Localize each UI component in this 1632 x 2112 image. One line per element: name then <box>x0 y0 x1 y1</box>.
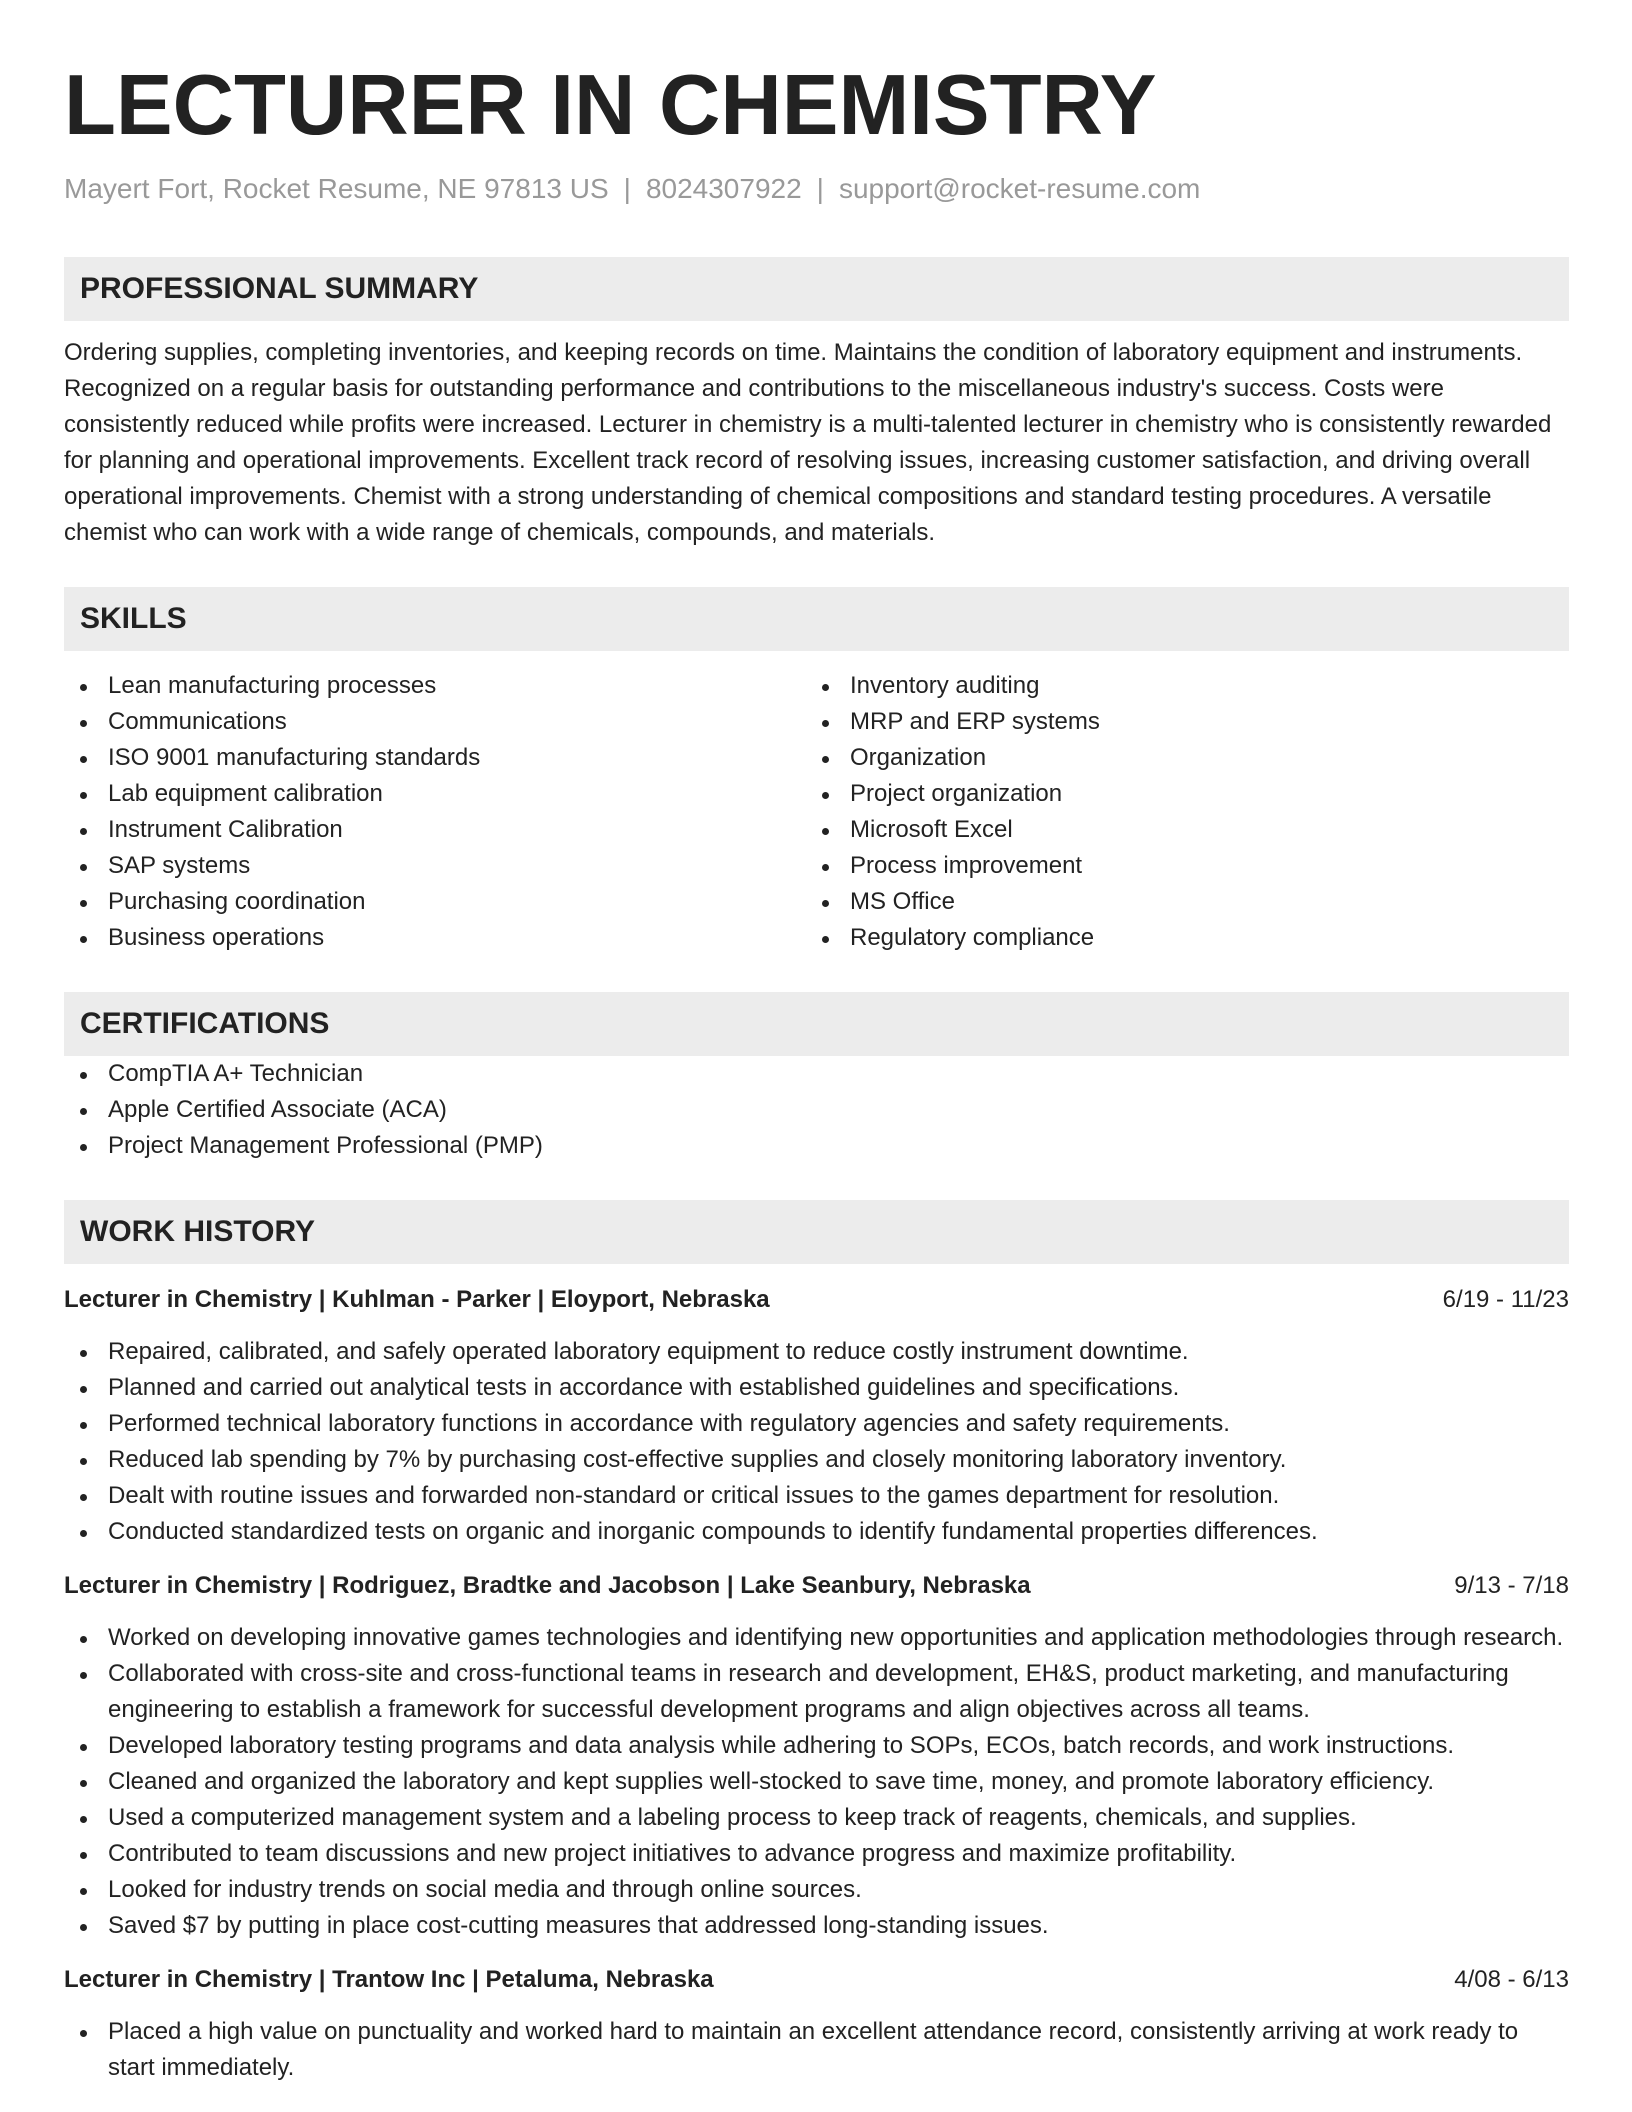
section-heading-skills: SKILLS <box>64 587 1569 651</box>
job-bullet: Collaborated with cross-site and cross-functional teams in research and development, EH&S, product marketing, and manufacturing engineering to establish a framework for successful development programs and align objectives across all teams. <box>64 1656 1569 1728</box>
section-heading-summary: PROFESSIONAL SUMMARY <box>64 257 1569 321</box>
skill-item: MRP and ERP systems <box>806 704 1548 740</box>
job-dates: 9/13 - 7/18 <box>1454 1572 1569 1599</box>
skill-item: MS Office <box>806 884 1548 920</box>
job-bullet: Saved $7 by putting in place cost-cutting measures that addressed long-standing issues. <box>64 1908 1569 1944</box>
job-bullets <box>64 1334 1569 1550</box>
skill-item: Communications <box>64 704 806 740</box>
job-bullet: Conducted standardized tests on organic and inorganic compounds to identify fundamental properties differences. <box>64 1514 1569 1550</box>
job-entry <box>64 1962 1569 2086</box>
section-heading-certifications: CERTIFICATIONS <box>64 992 1569 1056</box>
skills-column-right <box>806 668 1548 956</box>
job-bullets <box>64 2014 1569 2086</box>
certification-item: CompTIA A+ Technician <box>64 1056 1569 1092</box>
skills-list-right <box>806 668 1548 956</box>
skill-item: Regulatory compliance <box>806 920 1548 956</box>
job-dates: 6/19 - 11/23 <box>1442 1286 1569 1313</box>
contact-line <box>64 172 1569 206</box>
job-title: Lecturer in Chemistry | Rodriguez, Bradtke and Jacobson | Lake Seanbury, Nebraska <box>64 1572 1031 1599</box>
skill-item: Project organization <box>806 776 1548 812</box>
contact-separator: | <box>623 173 631 204</box>
job-bullets <box>64 1620 1569 1944</box>
job-bullet: Looked for industry trends on social media and through online sources. <box>64 1872 1569 1908</box>
skill-item: Instrument Calibration <box>64 812 806 848</box>
job-bullet: Used a computerized management system and a labeling process to keep track of reagents, chemicals, and supplies. <box>64 1800 1569 1836</box>
skill-item: Organization <box>806 740 1548 776</box>
job-bullet: Performed technical laboratory functions in accordance with regulatory agencies and safety requirements. <box>64 1406 1569 1442</box>
section-heading-work-history: WORK HISTORY <box>64 1200 1569 1264</box>
job-bullet: Dealt with routine issues and forwarded non-standard or critical issues to the games department for resolution. <box>64 1478 1569 1514</box>
job-bullet: Reduced lab spending by 7% by purchasing cost-effective supplies and closely monitoring laboratory inventory. <box>64 1442 1569 1478</box>
summary-text: Ordering supplies, completing inventories, and keeping records on time. Maintains the condition of laboratory equipment and instruments. Recognized on a regular basis for outstanding performance and contributions to the miscellaneous industry's success. Costs were consistently reduced while profits were increased. Lecturer in chemistry is a multi-talented lecturer in chemistry who is consistently rewarded for planning and operational improvements. Excellent track record of resolving issues, increasing customer satisfaction, and driving overall operational improvements. Chemist with a strong understanding of chemical compositions and standard testing procedures. A versatile chemist who can work with a wide range of chemicals, compounds, and materials. <box>64 339 1552 546</box>
job-bullet: Developed laboratory testing programs and data analysis while adhering to SOPs, ECOs, batch records, and work instructions. <box>64 1728 1569 1764</box>
skill-item: Process improvement <box>806 848 1548 884</box>
job-header <box>64 1962 1569 1998</box>
skills-list-left <box>64 668 806 956</box>
certification-item: Apple Certified Associate (ACA) <box>64 1092 1569 1128</box>
skill-item: Inventory auditing <box>806 668 1548 704</box>
skill-item: Lab equipment calibration <box>64 776 806 812</box>
certifications-list <box>64 1056 1569 1164</box>
job-title: Lecturer in Chemistry | Kuhlman - Parker | Eloyport, Nebraska <box>64 1286 770 1313</box>
job-title: Lecturer in Chemistry | Trantow Inc | Petaluma, Nebraska <box>64 1966 714 1993</box>
job-header <box>64 1282 1569 1318</box>
contact-email[interactable]: support@rocket-resume.com <box>838 173 1201 204</box>
skill-item: Business operations <box>64 920 806 956</box>
contact-phone: 8024307922 <box>645 173 802 204</box>
resume-title: LECTURER IN CHEMISTRY <box>64 58 1157 153</box>
skill-item: ISO 9001 manufacturing standards <box>64 740 806 776</box>
job-dates: 4/08 - 6/13 <box>1454 1966 1569 1993</box>
contact-separator: | <box>816 173 824 204</box>
job-bullet: Cleaned and organized the laboratory and kept supplies well-stocked to save time, money, and promote laboratory efficiency. <box>64 1764 1569 1800</box>
skill-item: SAP systems <box>64 848 806 884</box>
job-entry <box>64 1568 1569 1944</box>
skill-item: Lean manufacturing processes <box>64 668 806 704</box>
job-bullet: Worked on developing innovative games technologies and identifying new opportunities and application methodologies through research. <box>64 1620 1569 1656</box>
skills-grid <box>64 668 1569 956</box>
job-bullet: Planned and carried out analytical tests in accordance with established guidelines and specifications. <box>64 1370 1569 1406</box>
job-entry <box>64 1282 1569 1550</box>
job-bullet: Contributed to team discussions and new project initiatives to advance progress and maximize profitability. <box>64 1836 1569 1872</box>
certification-item: Project Management Professional (PMP) <box>64 1128 1569 1164</box>
job-bullet: Placed a high value on punctuality and worked hard to maintain an excellent attendance record, consistently arriving at work ready to start immediately. <box>64 2014 1569 2086</box>
skills-column-left <box>64 668 806 956</box>
job-bullet: Repaired, calibrated, and safely operated laboratory equipment to reduce costly instrument downtime. <box>64 1334 1569 1370</box>
skill-item: Purchasing coordination <box>64 884 806 920</box>
job-header <box>64 1568 1569 1604</box>
contact-address: Mayert Fort, Rocket Resume, NE 97813 US <box>64 173 609 204</box>
skill-item: Microsoft Excel <box>806 812 1548 848</box>
